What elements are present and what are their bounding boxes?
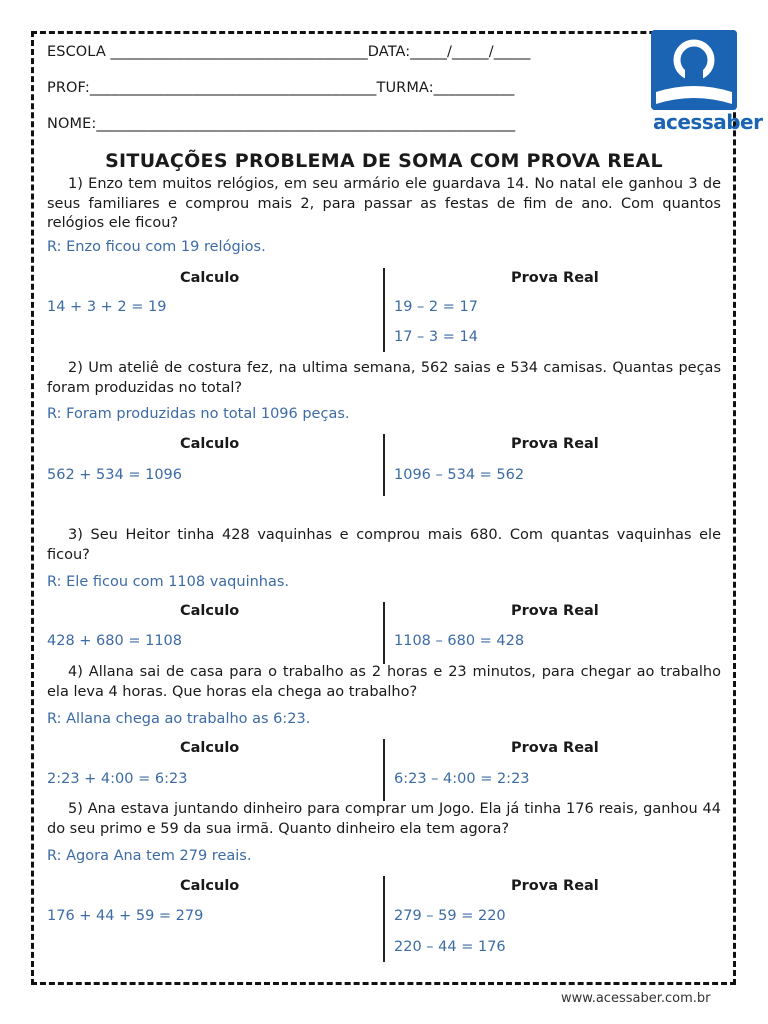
prova-header-2: Prova Real bbox=[511, 436, 599, 452]
school-field: ESCOLA ___________________________________DATA:_____/_____/_____ bbox=[47, 44, 531, 60]
calc-4: 2:23 + 4:00 = 6:23 bbox=[47, 771, 188, 787]
column-divider-3 bbox=[383, 602, 385, 664]
prova-5a: 279 – 59 = 220 bbox=[394, 908, 506, 924]
prova-3a: 1108 – 680 = 428 bbox=[394, 633, 525, 649]
prova-header-1: Prova Real bbox=[511, 270, 599, 286]
prova-4a: 6:23 – 4:00 = 2:23 bbox=[394, 771, 530, 787]
prova-1b: 17 – 3 = 14 bbox=[394, 329, 478, 345]
prova-header-3: Prova Real bbox=[511, 603, 599, 619]
answer-2: R: Foram produzidas no total 1096 peças. bbox=[47, 406, 350, 422]
calc-header-4: Calculo bbox=[180, 740, 240, 756]
logo-text: acessaber bbox=[653, 110, 763, 134]
question-5: 5) Ana estava juntando dinheiro para comprar um Jogo. Ela já tinha 176 reais, ganhou 44 do seu primo e 59 da sua irmã. Quanto dinheiro ela tem agora? bbox=[47, 801, 721, 837]
answer-5: R: Agora Ana tem 279 reais. bbox=[47, 848, 252, 864]
column-divider-4 bbox=[383, 739, 385, 801]
answer-3: R: Ele ficou com 1108 vaquinhas. bbox=[47, 574, 290, 590]
answer-4: R: Allana chega ao trabalho as 6:23. bbox=[47, 711, 311, 727]
answer-1: R: Enzo ficou com 19 relógios. bbox=[47, 239, 266, 255]
prova-5b: 220 – 44 = 176 bbox=[394, 939, 506, 955]
calc-header-2: Calculo bbox=[180, 436, 240, 452]
column-divider-1 bbox=[383, 268, 385, 352]
question-3: 3) Seu Heitor tinha 428 vaquinhas e comprou mais 680. Com quantas vaquinhas ele ficou? bbox=[47, 527, 721, 563]
calc-5: 176 + 44 + 59 = 279 bbox=[47, 908, 204, 924]
footer-url: www.acessaber.com.br bbox=[561, 991, 711, 1006]
prova-2a: 1096 – 534 = 562 bbox=[394, 467, 525, 483]
question-1: 1) Enzo tem muitos relógios, em seu armário ele guardava 14. No natal ele ganhou 3 de seus familiares e comprou mais 2, para passar as festas de fim de ano. Com quantos relógios ele ficou? bbox=[47, 176, 721, 231]
column-divider-2 bbox=[383, 434, 385, 496]
name-field: NOME:_________________________________________________________ bbox=[47, 116, 516, 132]
calc-header-5: Calculo bbox=[180, 878, 240, 894]
prova-header-5: Prova Real bbox=[511, 878, 599, 894]
calc-header-1: Calculo bbox=[180, 270, 240, 286]
calc-header-3: Calculo bbox=[180, 603, 240, 619]
acessaber-logo bbox=[651, 30, 763, 134]
calc-2: 562 + 534 = 1096 bbox=[47, 467, 182, 483]
teacher-field: PROF:_______________________________________TURMA:___________ bbox=[47, 80, 515, 96]
prova-1a: 19 – 2 = 17 bbox=[394, 299, 478, 315]
question-2: 2) Um ateliê de costura fez, na ultima semana, 562 saias e 534 camisas. Quantas peças foram produzidas no total? bbox=[47, 360, 721, 396]
calc-1: 14 + 3 + 2 = 19 bbox=[47, 299, 167, 315]
calc-3: 428 + 680 = 1108 bbox=[47, 633, 182, 649]
question-4: 4) Allana sai de casa para o trabalho as 2 horas e 23 minutos, para chegar ao trabalho ela leva 4 horas. Que horas ela chega ao trabalho? bbox=[47, 664, 721, 700]
prova-header-4: Prova Real bbox=[511, 740, 599, 756]
column-divider-5 bbox=[383, 876, 385, 962]
page-title: SITUAÇÕES PROBLEMA DE SOMA COM PROVA REAL bbox=[105, 150, 663, 172]
